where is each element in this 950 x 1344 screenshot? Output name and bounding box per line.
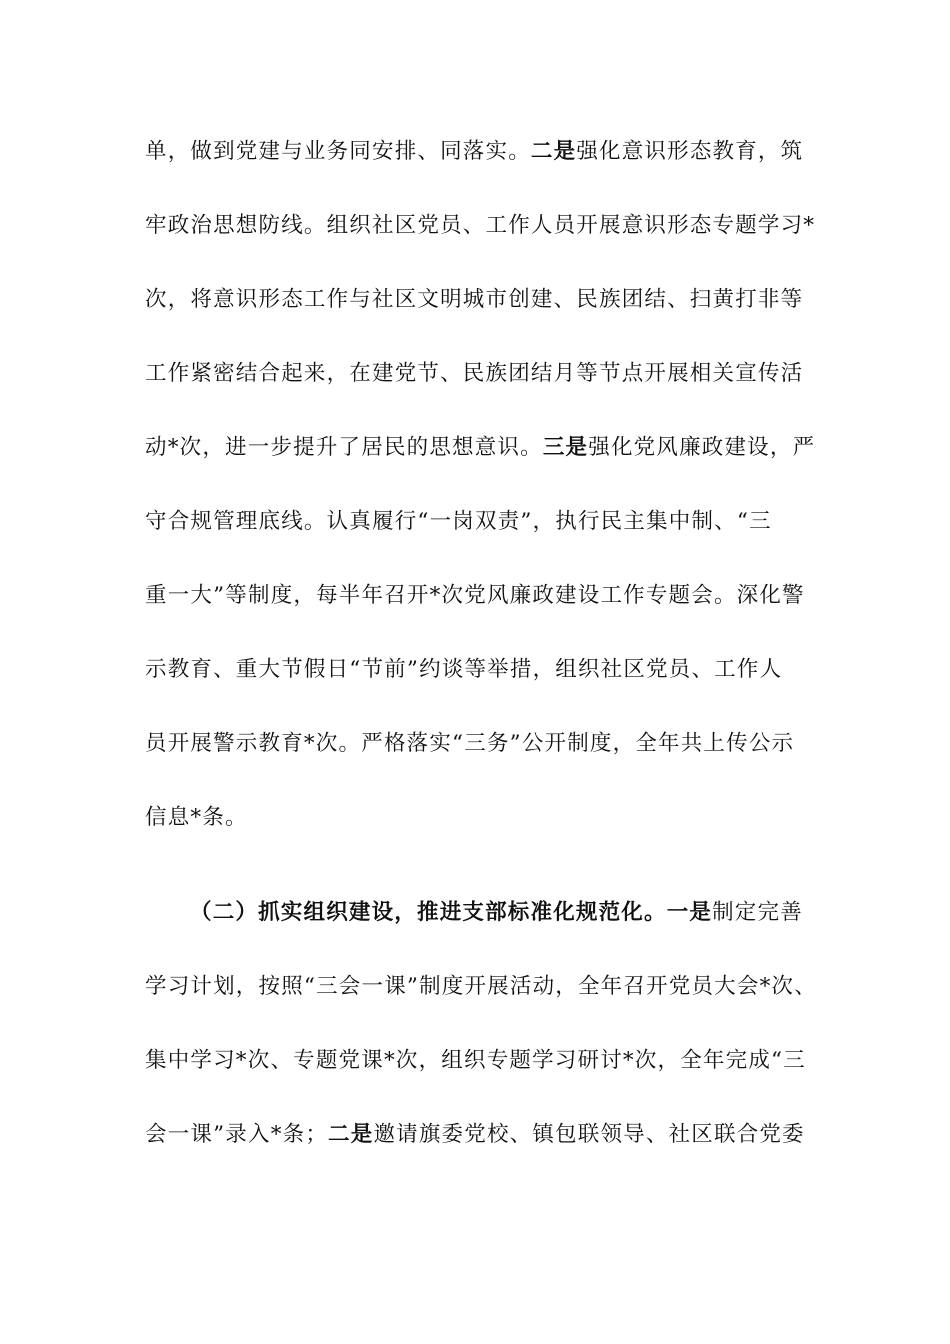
text-run: 守合规管理底线。认真履行“一岗双责”，执行民主集中制、“三 <box>145 509 772 534</box>
text-line-13 <box>145 1041 817 1081</box>
text-run: 强化党风廉政建设，严 <box>588 435 816 460</box>
text-run: 次，将意识形态工作与社区文明城市创建、民族团结、扫黄打非等 <box>145 287 804 312</box>
section-heading: （二）抓实组织建设，推进支部标准化规范化。一是 <box>190 900 713 925</box>
text-line-5 <box>145 428 817 468</box>
text-run: 工作紧密结合起来，在建党节、民族团结月等节点开展相关宣传活 <box>145 361 804 386</box>
text-line-1 <box>145 132 817 172</box>
text-run: 集中学习*次、专题党课*次，组织专题学习研讨*次，全年完成“三 <box>145 1048 806 1073</box>
bold-lead: 二是 <box>530 139 577 164</box>
bold-lead: 二是 <box>328 1122 374 1147</box>
text-run: 制定完善 <box>712 900 803 925</box>
text-line-7 <box>145 576 817 616</box>
text-line-9 <box>145 724 817 764</box>
text-line-3 <box>145 280 817 320</box>
section-heading-line <box>190 893 817 933</box>
text-run: 重一大”等制度，每半年召开*次党风廉政建设工作专题会。深化警 <box>145 583 805 608</box>
text-run: 会一课”录入*条； <box>145 1122 329 1147</box>
text-line-2 <box>145 206 817 246</box>
text-line-4 <box>145 354 817 394</box>
text-run: 学习计划，按照“三会一课”制度开展活动，全年召开党员大会*次、 <box>145 974 817 999</box>
text-run: 强化意识形态教育，筑 <box>576 139 804 164</box>
bold-lead: 三是 <box>542 435 589 460</box>
text-line-8 <box>145 650 817 690</box>
text-run: 动*次，进一步提升了居民的思想意识。 <box>145 435 543 460</box>
text-run: 信息*条。 <box>145 805 248 830</box>
text-run: 单，做到党建与业务同安排、同落实。 <box>145 139 531 164</box>
text-line-14 <box>145 1115 817 1155</box>
text-run: 员开展警示教育*次。严格落实“三务”公开制度，全年共上传公示 <box>145 731 795 756</box>
text-line-6 <box>145 502 817 542</box>
text-run: 邀请旗委党校、镇包联领导、社区联合党委 <box>373 1122 805 1147</box>
text-run: 示教育、重大节假日“节前”约谈等举措，组织社区党员、工作人 <box>145 657 783 682</box>
text-run: 牢政治思想防线。组织社区党员、工作人员开展意识形态专题学习* <box>145 213 816 238</box>
text-line-12 <box>145 967 817 1007</box>
text-line-10 <box>145 798 817 838</box>
